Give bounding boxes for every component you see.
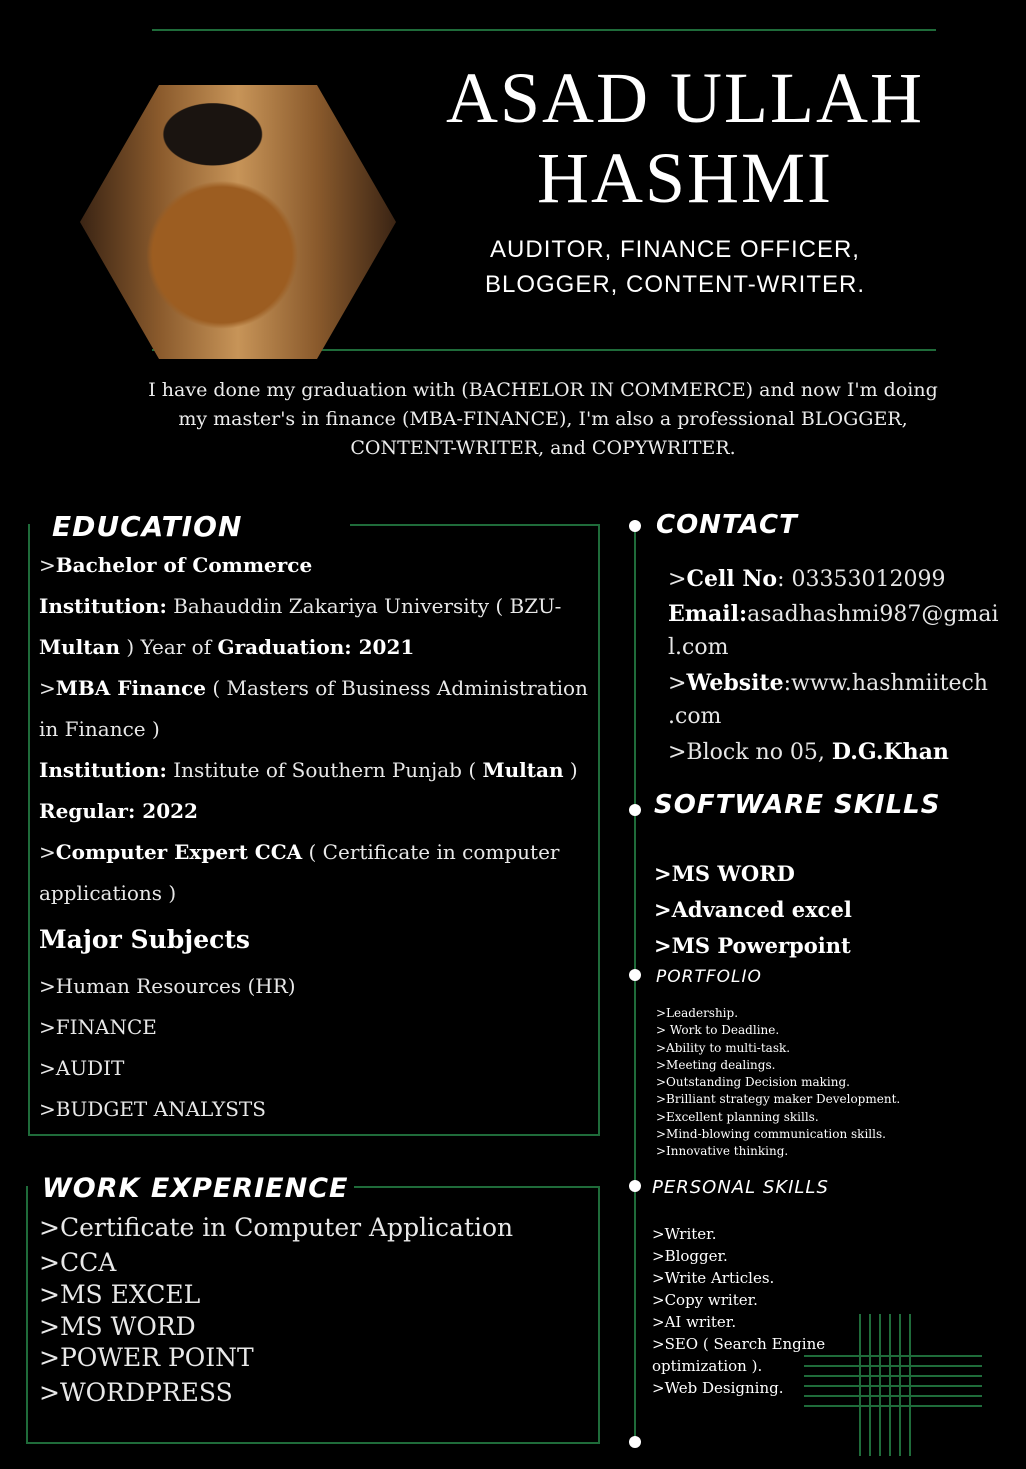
- work-box-top-border: [322, 1186, 598, 1188]
- subject-item: >Human Resources (HR): [39, 974, 296, 998]
- edu-mba: >MBA Finance ( Masters of Business Administration: [39, 676, 588, 700]
- portfolio-item: > Work to Deadline.: [656, 1023, 780, 1038]
- edu-cca-desc2: applications ): [39, 881, 177, 905]
- personal-skill-item: >Copy writer.: [652, 1291, 758, 1309]
- work-item: >WORDPRESS: [39, 1378, 233, 1407]
- email-label: Email:: [668, 601, 748, 627]
- portfolio-item: >Brilliant strategy maker Development.: [656, 1092, 901, 1107]
- timeline-dot: [629, 1436, 641, 1448]
- edu-bcom: >Bachelor of Commerce: [39, 553, 313, 577]
- software-item: >MS WORD: [654, 861, 795, 886]
- edu-mba-institution: [39, 758, 578, 782]
- subject-item: >FINANCE: [39, 1015, 157, 1039]
- software-skills-heading: SOFTWARE SKILLS: [654, 790, 941, 820]
- major-subjects-heading: Major Subjects: [39, 925, 250, 954]
- person-name: [420, 58, 950, 218]
- subject-item: >AUDIT: [39, 1056, 125, 1080]
- timeline-dot: [629, 804, 641, 816]
- edu-bcom-year: [39, 635, 414, 659]
- timeline-line: [634, 520, 636, 1444]
- mba-institution: Institute of Southern Punjab (: [166, 758, 483, 782]
- contact-website-cont: .com: [668, 704, 722, 729]
- timeline-dot: [629, 520, 641, 532]
- personal-skill-item: >Blogger.: [652, 1247, 728, 1265]
- work-item: >POWER POINT: [39, 1343, 254, 1372]
- portfolio-item: >Ability to multi-task.: [656, 1040, 791, 1055]
- decorative-grid: [800, 1314, 984, 1456]
- portfolio-item: >Leadership.: [656, 1006, 739, 1020]
- personal-skill-item: >SEO ( Search Engine: [652, 1335, 826, 1353]
- institution-label-2: Institution:: [39, 758, 167, 782]
- edu-regular: [39, 799, 198, 823]
- software-item: >MS Powerpoint: [654, 933, 851, 958]
- edu-bcom-institution: [39, 594, 561, 618]
- work-item: >Certificate in Computer Application: [39, 1213, 514, 1242]
- address-text: >Block no 05,: [668, 740, 832, 765]
- portfolio-item: >Innovative thinking.: [656, 1144, 789, 1159]
- work-experience-heading: WORK EXPERIENCE: [36, 1173, 354, 1204]
- profile-photo: [80, 85, 396, 359]
- name-line-1: ASAD ULLAH: [446, 58, 924, 138]
- contact-email: [668, 597, 998, 632]
- top-divider: [152, 29, 936, 31]
- regular-year: Regular: 2022: [39, 799, 198, 823]
- email-value: asadhashmi987@gmai: [747, 602, 999, 627]
- address-city: D.G.Khan: [831, 739, 949, 765]
- intro-line-2: my master's in finance (MBA-FINANCE), I'm also a professional BLOGGER,: [178, 408, 908, 430]
- timeline-dot: [629, 969, 641, 981]
- work-item: >MS WORD: [39, 1312, 196, 1341]
- personal-skills-heading: PERSONAL SKILLS: [652, 1177, 829, 1198]
- personal-skill-item: >Web Designing.: [652, 1379, 784, 1397]
- personal-skill-item: >AI writer.: [652, 1313, 737, 1331]
- graduation-year: Graduation: 2021: [217, 635, 415, 659]
- education-heading: EDUCATION: [42, 510, 252, 543]
- bcom-institution: Bahauddin Zakariya University ( BZU-: [166, 594, 562, 618]
- work-item: >MS EXCEL: [39, 1280, 201, 1309]
- portfolio-item: >Meeting dealings.: [656, 1057, 776, 1072]
- portfolio-item: >Mind-blowing communication skills.: [656, 1127, 886, 1142]
- mba-city: Multan: [482, 758, 564, 782]
- website-label: Website: [686, 670, 784, 696]
- portfolio-heading: PORTFOLIO: [656, 967, 762, 987]
- portfolio-item: >Excellent planning skills.: [656, 1109, 819, 1124]
- mba-close: ): [563, 758, 578, 782]
- timeline-dot: [629, 1180, 641, 1192]
- mba-description: ( Masters of Business Administration: [206, 676, 588, 700]
- contact-website: >Website:www.hashmiitech: [668, 670, 988, 696]
- job-title-line-1: AUDITOR, FINANCE OFFICER,: [490, 236, 860, 263]
- intro-paragraph: [140, 376, 946, 463]
- mba-label: MBA Finance: [55, 676, 207, 700]
- bcom-city: Multan: [39, 635, 121, 659]
- contact-heading: CONTACT: [656, 510, 798, 540]
- edu-mba-desc2: in Finance ): [39, 717, 160, 741]
- bcom-label: Bachelor of Commerce: [55, 553, 313, 577]
- work-item: >CCA: [39, 1248, 117, 1277]
- job-title-line-2: BLOGGER, CONTENT-WRITER.: [484, 271, 865, 298]
- edu-cca: >Computer Expert CCA ( Certificate in computer: [39, 840, 560, 864]
- bcom-year-text: ) Year of: [120, 635, 218, 659]
- cca-label: Computer Expert CCA: [55, 840, 303, 864]
- contact-cell: >Cell No: 03353012099: [668, 566, 946, 592]
- subject-item: >BUDGET ANALYSTS: [39, 1097, 266, 1121]
- personal-skill-item: >Write Articles.: [652, 1269, 775, 1287]
- intro-line-1: I have done my graduation with (BACHELOR IN COMMERCE) and now I'm doing: [148, 379, 938, 401]
- cca-description: ( Certificate in computer: [302, 840, 560, 864]
- website-value: :www.hashmiitech: [783, 671, 988, 696]
- personal-skill-item: >Writer.: [652, 1225, 717, 1243]
- contact-email-cont: l.com: [668, 635, 729, 660]
- contact-address: [668, 735, 949, 770]
- education-box-top-border: [350, 524, 598, 526]
- intro-line-3: CONTENT-WRITER, and COPYWRITER.: [350, 437, 736, 459]
- cell-value: : 03353012099: [777, 567, 946, 592]
- personal-skill-item: optimization ).: [652, 1357, 763, 1375]
- portfolio-list: [656, 1005, 900, 1161]
- cell-label: Cell No: [686, 566, 778, 592]
- portfolio-item: >Outstanding Decision making.: [656, 1075, 850, 1090]
- institution-label: Institution:: [39, 594, 167, 618]
- name-line-2: HASHMI: [536, 138, 834, 218]
- software-item: >Advanced excel: [654, 897, 852, 922]
